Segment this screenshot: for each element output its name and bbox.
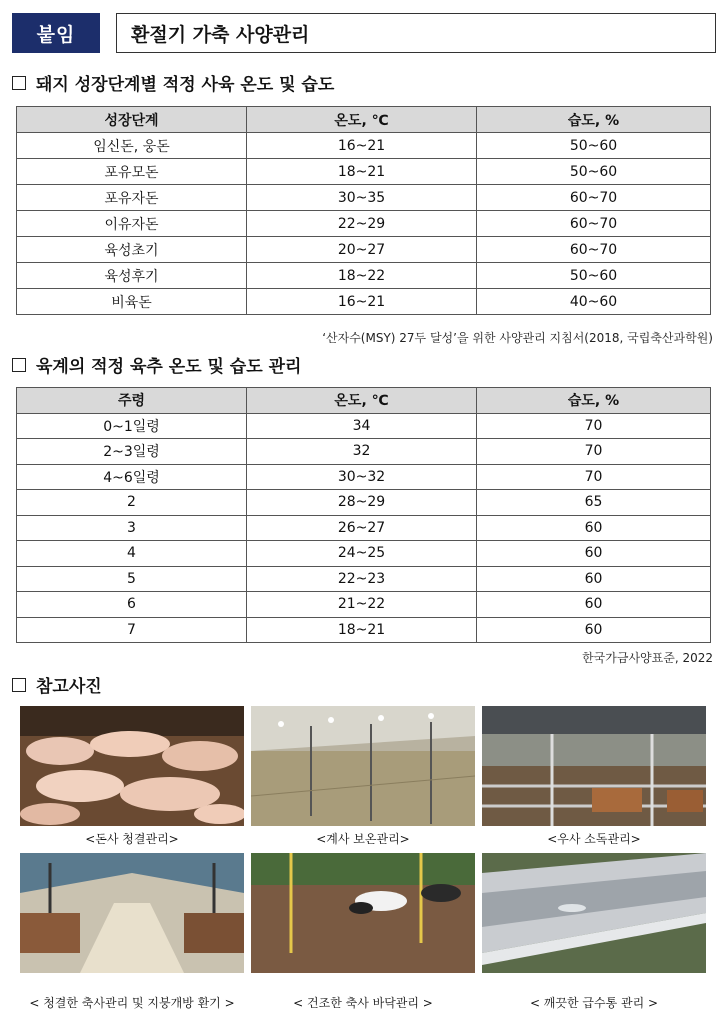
table-cell: 21~22 [247,592,477,618]
table-cell: 3 [17,515,247,541]
caption-poultry-house: <계사 보온관리> [316,832,410,846]
checkbox-icon [12,358,26,372]
checkbox-icon [12,678,26,692]
table-cell: 4~6일령 [17,464,247,490]
table-cell: 6 [17,592,247,618]
table-cell: 60 [477,541,711,567]
caption-water-trough: < 깨끗한 급수통 관리 > [529,996,659,1010]
chick-temperature-table [16,387,711,643]
table-cell: 포유자돈 [17,185,247,211]
table-cell: 60 [477,617,711,643]
table-row [17,515,711,541]
table-row [17,592,711,618]
table-cell: 60 [477,566,711,592]
table-row [17,237,711,263]
caption-cattle-barn: <우사 소독관리> [547,832,641,846]
photo-dry-floor [251,853,475,973]
table-cell: 70 [477,464,711,490]
table-header-row [17,388,711,414]
attachment-badge: 붙임 [12,13,100,53]
pig-table-source: ‘산자수(MSY) 27두 달성’을 위한 사양관리 지침서(2018, 국립축산과학원) [322,331,713,345]
table-header-row [17,107,711,133]
table-row [17,413,711,439]
table-cell: 2 [17,490,247,516]
page-title: 환절기 가축 사양관리 [116,13,716,53]
pig-section-heading [12,70,334,95]
table-cell: 18~22 [247,263,477,289]
table-cell: 65 [477,490,711,516]
table-cell: 육성후기 [17,263,247,289]
table-cell: 22~23 [247,566,477,592]
caption-open-roof-barn: < 청결한 축사관리 및 지붕개방 환기 > [29,996,235,1010]
page-header [8,10,714,54]
table-cell: 30~32 [247,464,477,490]
table-cell: 60 [477,592,711,618]
table-row [17,289,711,315]
chick-table-source: 한국가금사양표준, 2022 [582,651,713,665]
pig-section-title: 돼지 성장단계별 적정 사육 온도 및 습도 [36,75,335,95]
table-row [17,211,711,237]
table-cell: 60~70 [477,211,711,237]
column-header: 습도, % [477,107,711,133]
photo-poultry-house [251,706,475,826]
checkbox-icon [12,76,26,90]
pig-temperature-table [16,106,711,315]
table-row [17,541,711,567]
table-cell: 70 [477,413,711,439]
table-row [17,490,711,516]
table-cell: 32 [247,439,477,465]
table-cell: 22~29 [247,211,477,237]
table-cell: 28~29 [247,490,477,516]
photo-water-trough [482,853,706,973]
table-cell: 50~60 [477,263,711,289]
photo-open-roof-barn [20,853,244,973]
table-cell: 70 [477,439,711,465]
table-cell: 임신돈, 웅돈 [17,133,247,159]
table-row [17,566,711,592]
table-cell: 18~21 [247,159,477,185]
table-cell: 34 [247,413,477,439]
column-header: 습도, % [477,388,711,414]
table-cell: 16~21 [247,289,477,315]
chick-section-heading [12,352,301,377]
table-cell: 이유자돈 [17,211,247,237]
table-row [17,159,711,185]
table-row [17,464,711,490]
table-cell: 40~60 [477,289,711,315]
table-cell: 7 [17,617,247,643]
caption-dry-floor: < 건조한 축사 바닥관리 > [293,996,433,1010]
table-cell: 60~70 [477,237,711,263]
photo-cattle-barn [482,706,706,826]
caption-pig-pen: <돈사 청결관리> [85,832,179,846]
table-cell: 0~1일령 [17,413,247,439]
table-row [17,185,711,211]
table-cell: 60~70 [477,185,711,211]
table-cell: 20~27 [247,237,477,263]
table-cell: 50~60 [477,159,711,185]
table-cell: 24~25 [247,541,477,567]
table-cell: 50~60 [477,133,711,159]
table-cell: 16~21 [247,133,477,159]
table-row [17,133,711,159]
table-cell: 4 [17,541,247,567]
photo-pig-pen [20,706,244,826]
table-cell: 5 [17,566,247,592]
photo-section-title: 참고사진 [36,677,102,697]
column-header: 온도, ℃ [247,107,477,133]
column-header: 온도, ℃ [247,388,477,414]
photo-section-heading [12,672,102,697]
table-cell: 육성초기 [17,237,247,263]
chick-section-title: 육계의 적정 육추 온도 및 습도 관리 [36,357,302,377]
table-cell: 60 [477,515,711,541]
table-cell: 2~3일령 [17,439,247,465]
column-header: 성장단계 [17,107,247,133]
table-cell: 30~35 [247,185,477,211]
table-row [17,439,711,465]
table-row [17,263,711,289]
table-cell: 18~21 [247,617,477,643]
table-cell: 26~27 [247,515,477,541]
column-header: 주령 [17,388,247,414]
table-row [17,617,711,643]
table-cell: 비육돈 [17,289,247,315]
table-cell: 포유모돈 [17,159,247,185]
